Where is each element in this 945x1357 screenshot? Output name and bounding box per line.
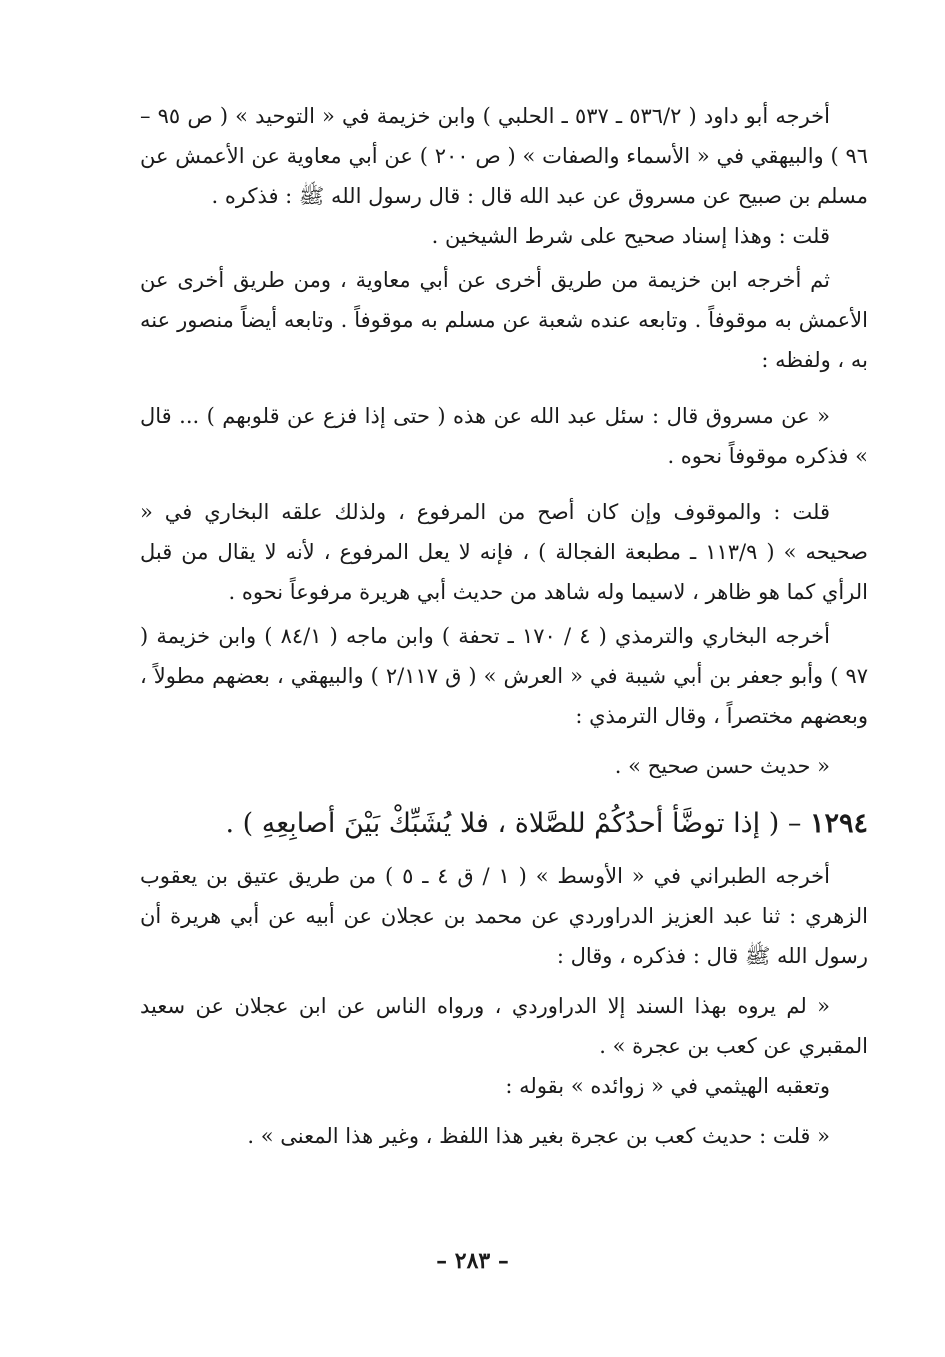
takhrij-paragraph-1: أخرجه أبو داود ( ٥٣٦/٢ ـ ٥٣٧ ـ الحلبي ) وابن خزيمة في « التوحيد » ( ص ٩٥ – ٩٦ ) والبيهقي في « الأسماء والصفات » ( ص ٢٠٠ ) عن أبي معاوية عن الأعمش عن مسلم بن صبيح عن مسروق عن عبد الله قال : قال رسول الله ﷺ : فذكره .	[140, 104, 868, 208]
comment-paragraph-3: وتعقبه الهيثمي في « زوائده » بقوله :	[505, 1074, 830, 1098]
page-number: – ٢٨٣ –	[436, 1248, 509, 1274]
takhrij-paragraph-4: أخرجه الطبراني في « الأوسط » ( ١ / ق ٤ ـ ٥ ) من طريق عتيق بن يعقوب الزهري : ثنا عبد العزيز الدراوردي عن محمد بن عجلان عن أبيه عن أبي هريرة أن رسول الله ﷺ قال : فذكره ، وقال :	[140, 864, 868, 968]
comment-paragraph-1: قلت : وهذا إسناد صحيح على شرط الشيخين .	[431, 224, 830, 248]
quote-paragraph-1: « عن مسروق قال : سئل عبد الله عن هذه ( حتى إذا فزع عن قلوبهم ) ... قال » فذكره موقوفاً نحوه .	[140, 404, 868, 468]
quote-paragraph-3: « لم يروه بهذا السند إلا الدراوردي ، ورواه الناس عن ابن عجلان عن سعيد المقبري عن كعب بن عجرة » .	[140, 994, 868, 1058]
quote-paragraph-2: « حديث حسن صحيح » .	[614, 754, 830, 778]
takhrij-paragraph-2: ثم أخرجه ابن خزيمة من طريق أخرى عن أبي معاوية ، ومن طريق أخرى عن الأعمش به موقوفاً . وتابعه عنده شعبة عن مسلم به موقوفاً . وتابعه أيضاً منصور عنه به ، ولفظه :	[140, 268, 868, 372]
takhrij-paragraph-3: أخرجه البخاري والترمذي ( ٤ / ١٧٠ ـ تحفة ) وابن ماجه ( ٨٤/١ ) وابن خزيمة ( ٩٧ ) وأبو جعفر بن أبي شيبة في « العرش » ( ق ٢/١١٧ ) والبيهقي ، بعضهم مطولاً ، وبعضهم مختصراً ، وقال الترمذي :	[140, 624, 868, 728]
book-page	[140, 96, 868, 1276]
hadith-number: ١٢٩٤	[809, 808, 868, 839]
hadith-text: – ( إذا توضَّأ أحدُكُمْ للصَّلاة ، فلا يُشَبِّكْ بَيْنَ أصابِعِهِ ) .	[225, 808, 802, 839]
quote-paragraph-4: « قلت : حديث كعب بن عجرة بغير هذا اللفظ ، وغير هذا المعنى » .	[247, 1124, 830, 1148]
comment-paragraph-2: قلت : والموقوف وإن كان أصح من المرفوع ، ولذلك علقه البخاري في « صحيحه » ( ١١٣/٩ ـ مطبعة الفجالة ) ، فإنه لا يعل المرفوع ، لأنه لا يقال من قبل الرأي كما هو ظاهر ، لاسيما وله شاهد من حديث أبي هريرة مرفوعاً نحوه .	[140, 500, 868, 604]
hadith-heading	[140, 798, 868, 850]
